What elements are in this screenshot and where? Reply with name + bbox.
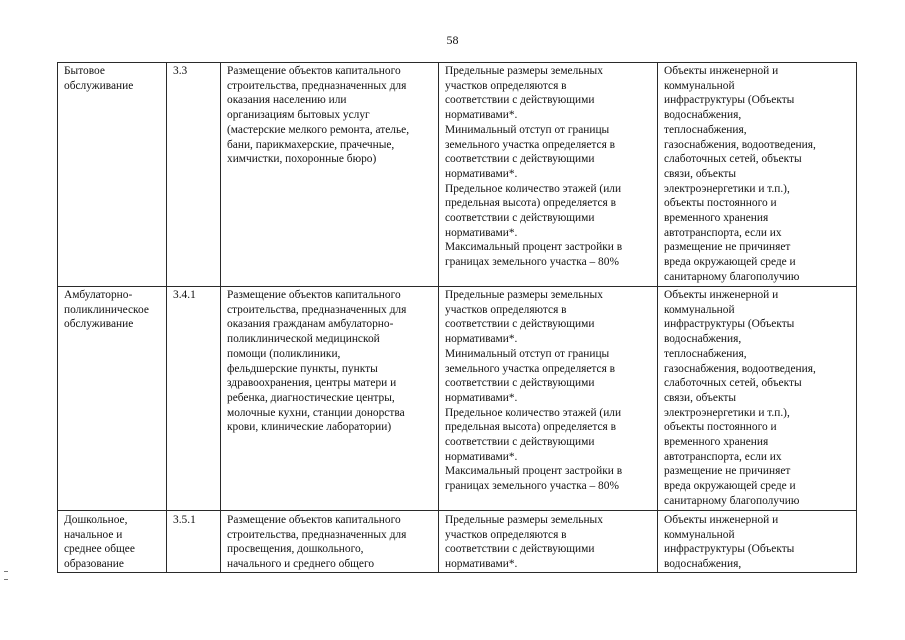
cell-line: связи, объекты	[664, 391, 736, 404]
cell-line: Минимальный отступ от границы	[445, 123, 610, 136]
cell-line: обслуживание	[64, 79, 134, 92]
cell-line: земельного участка определяется в	[445, 138, 616, 151]
cell-line: водоснабжения,	[664, 333, 742, 346]
cell-line: начального и среднего общего	[227, 558, 375, 571]
cell-line: теплоснабжения,	[664, 123, 747, 136]
cell-line: Дошкольное,	[64, 514, 128, 526]
cell-line: участков определяются в	[445, 79, 567, 92]
cell-line: земельного участка определяется в	[445, 362, 616, 375]
cell-line: Минимальный отступ от границы	[445, 347, 610, 360]
cell-line: объекты постоянного и	[664, 197, 777, 210]
cell-line: объекты постоянного и	[664, 421, 777, 434]
cell-line: нормативами*.	[445, 333, 518, 346]
cell-line: временного хранения	[664, 212, 769, 225]
cell-line: размещение не причиняет	[664, 241, 791, 254]
cell-line: газоснабжения, водоотведения,	[664, 138, 816, 151]
cell-line: коммунальной	[664, 528, 735, 541]
cell-line: коммунальной	[664, 303, 735, 316]
use-type-auxiliary	[658, 287, 857, 511]
cell-line: санитарному благополучию	[664, 270, 800, 283]
cell-line: строительства, предназначенных для	[227, 303, 407, 316]
cell-line: соответствии с действующими	[445, 377, 595, 390]
cell-line: автотранспорта, если их	[664, 450, 782, 463]
table-row	[58, 511, 857, 573]
cell-line: Размещение объектов капитального	[227, 514, 401, 526]
cell-line: Бытовое	[64, 65, 105, 77]
cell-line: нормативами*.	[445, 167, 518, 180]
cell-line: вреда окружающей среде и	[664, 256, 796, 269]
land-use-table	[57, 62, 857, 573]
cell-line: поликлиническое	[64, 303, 149, 316]
cell-line: соответствии с действующими	[445, 212, 595, 225]
cell-line: крови, клинические лаборатории)	[227, 421, 392, 434]
use-type-code: 3.3	[167, 63, 221, 287]
cell-line: строительства, предназначенных для	[227, 528, 407, 541]
cell-line: просвещения, дошкольного,	[227, 543, 364, 556]
cell-line: инфраструктуры (Объекты	[664, 318, 795, 331]
cell-line: водоснабжения,	[664, 109, 742, 122]
cell-line: образование	[64, 558, 124, 571]
cell-line: начальное и	[64, 528, 123, 541]
cell-line: предельная высота) определяется в	[445, 421, 616, 434]
cell-line: нормативами*.	[445, 226, 518, 239]
use-type-code: 3.5.1	[167, 511, 221, 573]
cell-line: размещение не причиняет	[664, 465, 791, 478]
cell-line: Предельные размеры земельных	[445, 514, 603, 526]
use-type-name	[58, 511, 167, 573]
use-type-description	[221, 287, 439, 511]
use-type-name	[58, 287, 167, 511]
scan-edge-mark	[4, 571, 8, 580]
cell-line: соответствии с действующими	[445, 94, 595, 107]
cell-line: Предельные размеры земельных	[445, 65, 603, 77]
cell-line: газоснабжения, водоотведения,	[664, 362, 816, 375]
cell-line: среднее общее	[64, 543, 135, 556]
use-type-name	[58, 63, 167, 287]
cell-line: Размещение объектов капитального	[227, 65, 401, 77]
cell-line: фельдшерские пункты, пункты	[227, 362, 378, 375]
cell-line: помощи (поликлиники,	[227, 347, 341, 360]
cell-line: Предельное количество этажей (или	[445, 182, 622, 195]
cell-line: участков определяются в	[445, 303, 567, 316]
cell-line: Объекты инженерной и	[664, 65, 779, 77]
cell-line: соответствии с действующими	[445, 153, 595, 166]
cell-line: оказания населению или	[227, 94, 347, 107]
cell-line: нормативами*.	[445, 109, 518, 122]
cell-line: (мастерские мелкого ремонта, ателье,	[227, 123, 410, 136]
cell-line: автотранспорта, если их	[664, 226, 782, 239]
cell-line: слаботочных сетей, объекты	[664, 153, 802, 166]
cell-line: электроэнергетики и т.п.),	[664, 406, 790, 419]
cell-line: обслуживание	[64, 318, 134, 331]
cell-line: поликлинической медицинской	[227, 333, 380, 346]
cell-line: связи, объекты	[664, 167, 736, 180]
cell-line: Предельные размеры земельных	[445, 289, 603, 301]
cell-line: инфраструктуры (Объекты	[664, 543, 795, 556]
cell-line: нормативами*.	[445, 391, 518, 404]
cell-line: временного хранения	[664, 436, 769, 449]
cell-line: коммунальной	[664, 79, 735, 92]
use-type-code: 3.4.1	[167, 287, 221, 511]
cell-line: теплоснабжения,	[664, 347, 747, 360]
use-type-auxiliary	[658, 63, 857, 287]
cell-line: водоснабжения,	[664, 558, 742, 571]
cell-line: соответствии с действующими	[445, 543, 595, 556]
table-row	[58, 63, 857, 287]
cell-line: Объекты инженерной и	[664, 289, 779, 301]
cell-line: нормативами*.	[445, 558, 518, 571]
cell-line: границах земельного участка – 80%	[445, 480, 619, 493]
cell-line: Предельное количество этажей (или	[445, 406, 622, 419]
cell-line: бани, парикмахерские, прачечные,	[227, 138, 395, 151]
cell-line: соответствии с действующими	[445, 436, 595, 449]
cell-line: Объекты инженерной и	[664, 514, 779, 526]
cell-line: границах земельного участка – 80%	[445, 256, 619, 269]
cell-line: слаботочных сетей, объекты	[664, 377, 802, 390]
cell-line: электроэнергетики и т.п.),	[664, 182, 790, 195]
cell-line: инфраструктуры (Объекты	[664, 94, 795, 107]
cell-line: строительства, предназначенных для	[227, 79, 407, 92]
use-type-description	[221, 63, 439, 287]
cell-line: организациям бытовых услуг	[227, 109, 370, 122]
use-type-description	[221, 511, 439, 573]
use-type-parameters	[439, 287, 658, 511]
cell-line: Амбулаторно-	[64, 289, 133, 301]
cell-line: нормативами*.	[445, 450, 518, 463]
cell-line: участков определяются в	[445, 528, 567, 541]
page-number: 58	[446, 33, 459, 47]
cell-line: химчистки, похоронные бюро)	[227, 153, 377, 166]
cell-line: молочные кухни, станции донорства	[227, 406, 405, 419]
cell-line: Максимальный процент застройки в	[445, 465, 623, 478]
cell-line: Максимальный процент застройки в	[445, 241, 623, 254]
cell-line: предельная высота) определяется в	[445, 197, 616, 210]
cell-line: ребенка, диагностические центры,	[227, 391, 395, 404]
cell-line: санитарному благополучию	[664, 494, 800, 507]
cell-line: соответствии с действующими	[445, 318, 595, 331]
cell-line: вреда окружающей среде и	[664, 480, 796, 493]
cell-line: оказания гражданам амбулаторно-	[227, 318, 394, 331]
table-row	[58, 287, 857, 511]
use-type-parameters	[439, 63, 658, 287]
cell-line: здравоохранения, центры матери и	[227, 377, 397, 390]
use-type-auxiliary	[658, 511, 857, 573]
cell-line: Размещение объектов капитального	[227, 289, 401, 301]
use-type-parameters	[439, 511, 658, 573]
